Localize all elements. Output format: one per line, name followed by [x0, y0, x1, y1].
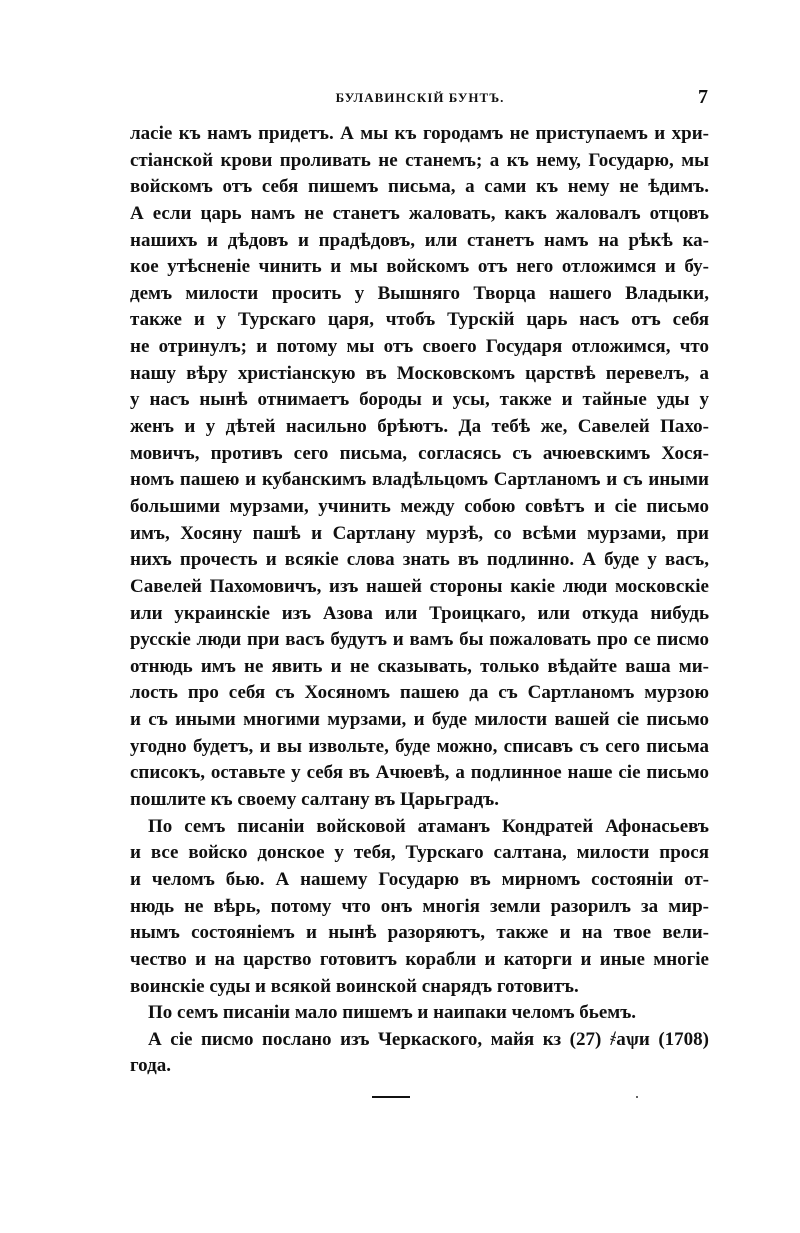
text-line: пошлите къ своему салтану въ Царьградъ. — [130, 789, 499, 811]
print-speck — [636, 1096, 638, 1098]
text-line: А если царь намъ не станетъ жаловать, какъ жаловалъ отцовъ — [130, 202, 709, 224]
page-header — [130, 86, 710, 110]
text-line: и все войско донское у тебя, Турскаго салтана, милости прося — [130, 842, 709, 864]
text-line: нымъ состояніемъ и нынѣ разоряютъ, также и на твое вели- — [130, 922, 709, 944]
text-line: года. — [130, 1055, 171, 1077]
text-line: списокъ, оставьте у себя въ Ачюевѣ, а подлинное наше сіе письмо — [130, 762, 709, 784]
text-line: женъ и у дѣтей насильно брѣютъ. Да тебѣ же, Савелей Пахо- — [130, 416, 709, 438]
page-number: 7 — [698, 86, 708, 108]
text-line: у насъ нынѣ отнимаетъ бороды и усы, также и тайные уды у — [130, 389, 709, 411]
text-line: нюдь не вѣрь, потому что онъ многія земли разорилъ за мир- — [130, 895, 709, 917]
text-line: По семъ писаніи войсковой атаманъ Кондратей Афонасьевъ — [148, 815, 709, 837]
text-line: демъ милости просить у Вышняго Творца нашего Владыки, — [130, 282, 709, 304]
text-line: не отринулъ; и потому мы отъ своего Государя отложимся, что — [130, 336, 709, 358]
text-line: стіанской крови проливать не станемъ; а къ нему, Государю, мы — [130, 149, 709, 171]
text-line: воинскіе суды и всякой воинской снарядъ готовитъ. — [130, 975, 579, 997]
running-title: БУЛАВИНСКІЙ БУНТЪ. — [335, 90, 505, 105]
text-line: лость про себя съ Хосяномъ пашею да съ Сартланомъ мурзою — [130, 682, 709, 704]
text-line: большими мурзами, учинить между собою совѣтъ и сіе письмо — [130, 495, 709, 517]
text-line: войскомъ отъ себя пишемъ письма, а сами къ нему не ѣдимъ. — [130, 176, 709, 198]
text-line: чество и на царство готовитъ корабли и каторги и иные многіе — [130, 948, 709, 970]
text-line: мовичъ, противъ сего письма, согласясь съ ачюевскимъ Хося- — [130, 442, 709, 464]
text-line: нихъ прочесть и всякіе слова знать въ подлинно. А буде у васъ, — [130, 549, 709, 571]
text-line: Савелей Пахомовичъ, изъ нашей стороны какіе люди московскіе — [130, 575, 709, 597]
text-line: и съ иными многими мурзами, и буде милости вашей сіе письмо — [130, 709, 709, 731]
text-line: ласіе къ намъ придетъ. А мы къ городамъ не приступаемъ и хри- — [130, 123, 709, 144]
text-line: угодно будетъ, и вы извольте, буде можно, списавъ съ сего письма — [130, 735, 709, 757]
page-body — [130, 121, 709, 1080]
text-line: имъ, Хосяну пашѣ и Сартлану мурзѣ, со всѣми мурзами, при — [130, 522, 709, 544]
text-line: А сіе писмо послано изъ Черкаского, майя кз (27) ҂аѱи (1708) — [148, 1028, 709, 1050]
text-line: кое утѣсненіе чинить и мы войскомъ отъ него отложимся и бу- — [130, 256, 709, 278]
text-line: нашу вѣру христіанскую въ Московскомъ царствѣ перевелъ, а — [130, 362, 709, 384]
text-line: отнюдь имъ не явить и не сказывать, только вѣдайте ваша ми- — [130, 655, 709, 677]
text-line: номъ пашею и кубанскимъ владѣльцомъ Сартланомъ и съ иными — [130, 469, 709, 491]
text-line: или украинскіе изъ Азова или Троицкаго, или откуда нибудь — [130, 602, 709, 624]
text-line: также и у Турскаго царя, чтобъ Турскій царь насъ отъ себя — [130, 309, 709, 331]
text-line: нашихъ и дѣдовъ и прадѣдовъ, или станетъ намъ на рѣкѣ ка- — [130, 229, 709, 251]
text-line: По семъ писаніи мало пишемъ и наипаки челомъ бьемъ. — [148, 1002, 637, 1024]
section-end-rule — [372, 1096, 410, 1098]
text-line: русскіе люди при васъ будутъ и вамъ бы пожаловать про се писмо — [130, 629, 709, 651]
text-line: и челомъ бью. А нашему Государю въ мирномъ состояніи от- — [130, 868, 709, 890]
